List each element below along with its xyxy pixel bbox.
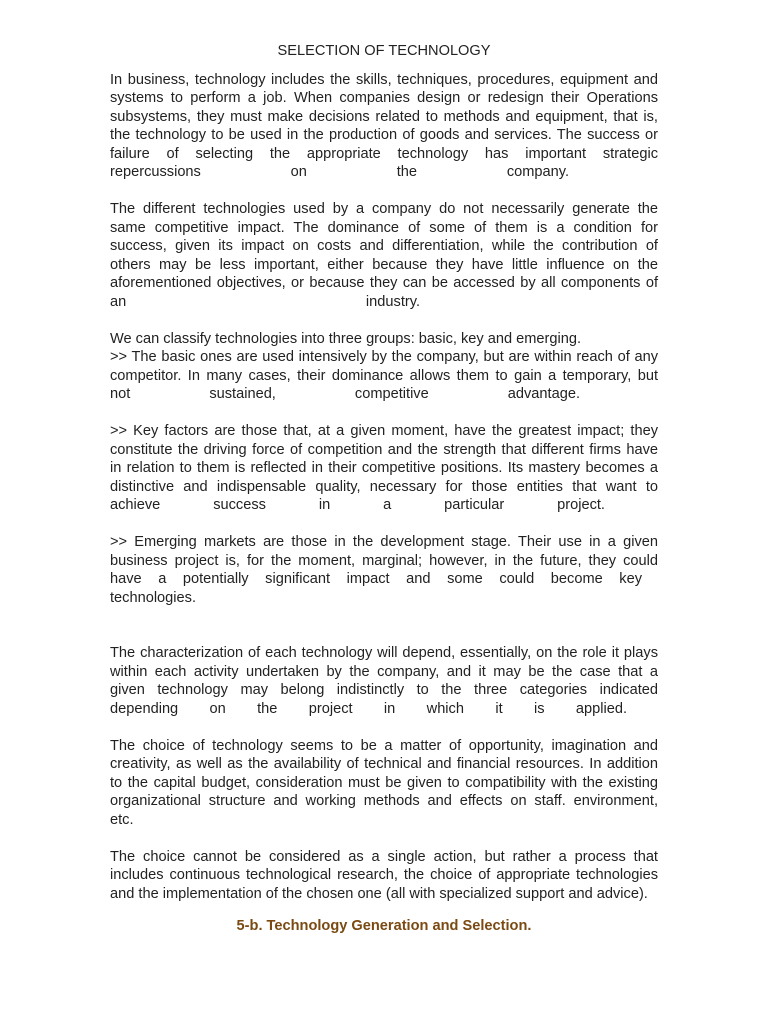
paragraph-line: We can classify technologies into three groups: basic, key and emerging. <box>110 330 582 347</box>
paragraph-line: the technology to be used in the production of goods and services. The success or <box>110 127 658 143</box>
paragraph-line: >> Emerging markets are those in the development stage. Their use in a given <box>110 534 658 550</box>
paragraph-choice-of-technology <box>110 737 658 830</box>
document-title: SELECTION OF TECHNOLOGY <box>277 43 491 59</box>
paragraph-technology-groups <box>110 330 658 404</box>
paragraph-competitive-impact <box>110 200 658 311</box>
paragraph-line: given technology may belong indistinctly to the three categories indicated <box>110 682 658 698</box>
paragraph-line: constitute the driving force of competition and the strength that different firms have <box>110 441 658 458</box>
paragraph-line: creativity, as well as the availability of technical and financial resources. In addition <box>110 756 658 772</box>
paragraph-line: The choice of technology seems to be a matter of opportunity, imagination and <box>110 737 658 754</box>
paragraph-line: in relation to them is reflected in their competitive positions. Its mastery becomes a <box>110 460 658 476</box>
paragraph-line: subsystems, they must make decisions related to methods and equipment, that is, <box>110 108 658 125</box>
paragraph-line: technologies. <box>110 589 197 606</box>
paragraph-line: an industry. <box>110 293 420 310</box>
paragraph-line: business project is, for the moment, marginal; however, in the future, they could <box>110 552 658 569</box>
paragraph-line: etc. <box>110 811 134 828</box>
paragraph-line: includes continuous technological research, the choice of appropriate technologies <box>110 867 658 883</box>
paragraph-key-factors <box>110 422 658 515</box>
paragraph-line: >> Key factors are those that, at a given moment, have the greatest impact; they <box>110 423 658 439</box>
paragraph-characterization <box>110 644 658 718</box>
paragraph-line: achieve success in a particular project. <box>110 497 605 513</box>
paragraph-line: and the implementation of the chosen one (all with specialized support and advice). <box>110 885 648 902</box>
paragraph-line: failure of selecting the appropriate technology has important strategic <box>110 145 658 162</box>
paragraph-line: organizational structure and working methods and effects on staff. environment, <box>110 793 658 809</box>
paragraph-choice-process <box>110 848 658 904</box>
paragraph-line: The choice cannot be considered as a single action, but rather a process that <box>110 848 658 865</box>
paragraph-line: others may be less important, either because they have little influence on the <box>110 256 658 273</box>
paragraph-line: success, given its impact on costs and differentiation, while the contribution of <box>110 238 658 254</box>
section-heading: 5-b. Technology Generation and Selection. <box>236 918 532 934</box>
paragraph-line: to the capital budget, consideration must be given to compatibility with the existing <box>110 774 658 791</box>
paragraph-line: >> The basic ones are used intensively by the company, but are within reach of any <box>110 349 658 365</box>
paragraph-line: In business, technology includes the skills, techniques, procedures, equipment and <box>110 71 658 88</box>
paragraph-emerging <box>110 533 658 607</box>
paragraph-line: have a potentially significant impact and some could become key <box>110 571 642 587</box>
paragraph-technology-definition <box>110 71 658 182</box>
paragraph-line: not sustained, competitive advantage. <box>110 386 580 402</box>
paragraph-line: distinctive and indispensable quality, necessary for those entities that want to <box>110 478 658 495</box>
paragraph-line: depending on the project in which it is applied. <box>110 700 627 717</box>
paragraph-line: The different technologies used by a company do not necessarily generate the <box>110 201 658 217</box>
paragraph-line: systems to perform a job. When companies design or redesign their Operations <box>110 90 658 106</box>
paragraph-line: aforementioned objectives, or because they can be accessed by all components of <box>110 275 658 291</box>
document-content <box>110 42 658 936</box>
paragraph-line: competitor. In many cases, their dominance allows them to gain a temporary, but <box>110 367 658 384</box>
paragraph-line: same competitive impact. The dominance of some of them is a condition for <box>110 219 658 236</box>
paragraph-line: within each activity undertaken by the company, and it may be the case that a <box>110 663 658 680</box>
paragraph-line: repercussions on the company. <box>110 164 569 180</box>
paragraph-line: The characterization of each technology will depend, essentially, on the role it plays <box>110 645 658 661</box>
